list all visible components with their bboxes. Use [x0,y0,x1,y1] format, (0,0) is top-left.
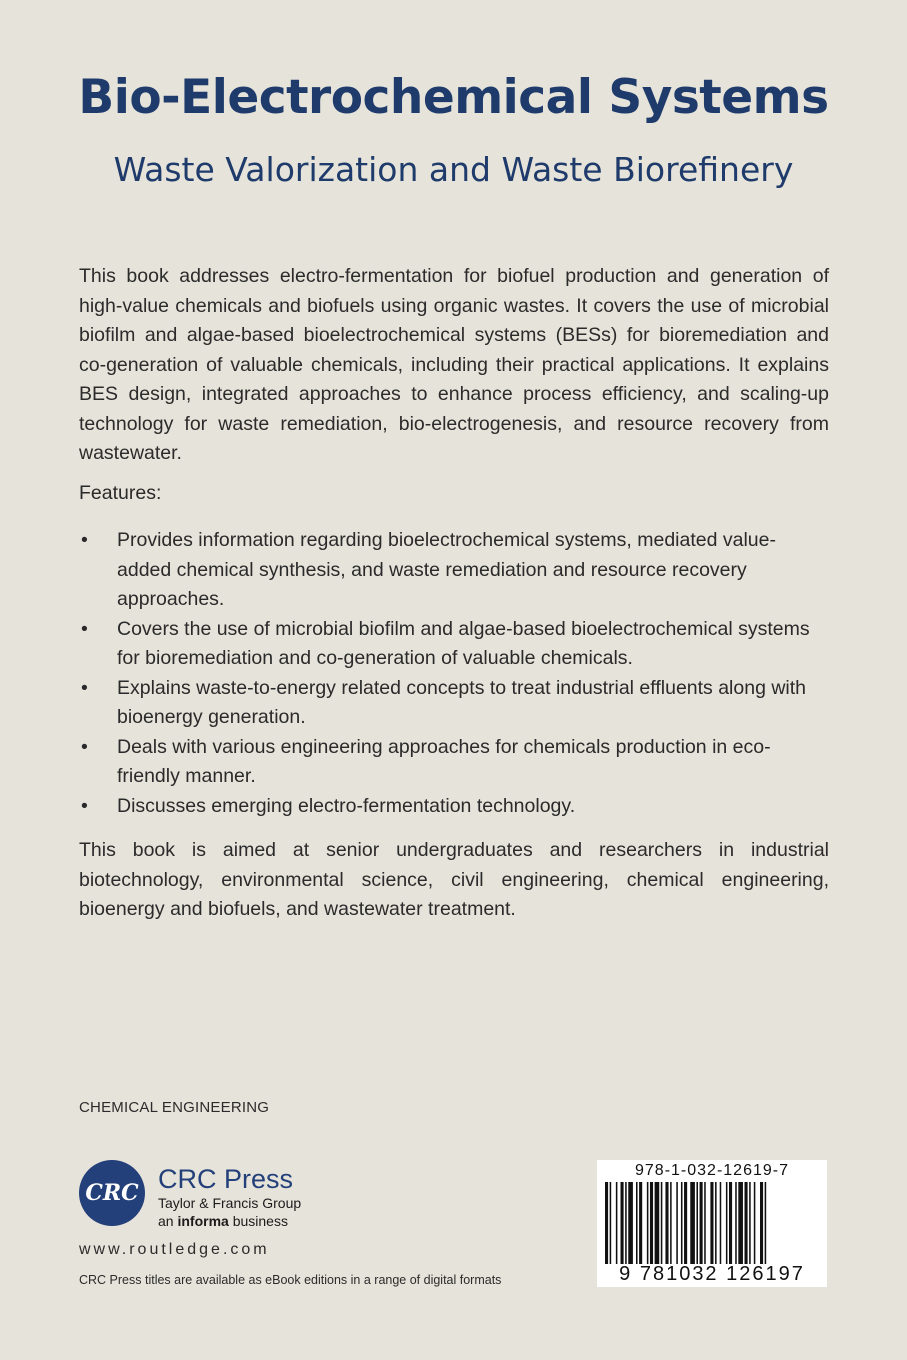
barcode-bar [661,1182,663,1264]
informa-brand: informa [177,1213,229,1229]
barcode-bar [639,1182,642,1264]
barcode-bar [729,1182,732,1264]
barcode-bar [760,1182,763,1264]
bullet-icon: • [81,529,88,551]
barcode-bar [754,1182,756,1264]
barcode-bar [665,1182,668,1264]
barcode-bar [621,1182,624,1264]
barcode-bar [684,1182,687,1264]
intro-paragraph: This book addresses electro-fermentation for biofuel production and generation of high-value chemicals and biofuels using organic wastes. It covers the use of microbial biofilm and algae-based bioelectrochemical systems (BESs) for bioremediation and co-generation of valuable chemicals, including their practical applications. It explains BES design, integrated approaches to enhance process efficiency, and scaling-up technology for waste remediation, bio-electrogenesis, and resource recovery from wastewater. [79,265,829,464]
barcode-bar [616,1182,618,1264]
list-item [79,733,829,792]
bullet-icon: • [81,794,88,817]
barcode-bar [650,1182,653,1264]
publisher-name: CRC Press [158,1164,294,1194]
audience-paragraph: This book is aimed at senior undergraduates and researchers in industrial biotechnology, environmental science, civil engineering, chemical engineering, bioenergy and biofuels, and wastewater treatment. [79,839,829,920]
bullet-icon: • [81,676,88,699]
barcode-bar [700,1182,703,1264]
features-label: Features: [79,482,162,504]
barcode-bar [749,1182,751,1264]
barcode-bar [670,1182,672,1264]
barcode-bar [710,1182,713,1264]
publisher-group: Taylor & Francis Group [158,1195,302,1211]
logo-text: CRC [85,1180,139,1206]
barcode-bar [690,1182,695,1264]
barcode-bar [676,1182,678,1264]
barcode-bar [715,1182,717,1264]
barcode-bar [655,1182,660,1264]
barcode-bar [704,1182,706,1264]
ebook-footnote: CRC Press titles are available as eBook editions in a range of digital formats [79,1273,502,1287]
barcode-bars-icon [605,1182,819,1264]
feature-text: Provides information regarding bioelectrochemical systems, mediated value-added chemical synthesis, and waste remediation and resource recovery approaches. [117,529,776,610]
feature-text: Discusses emerging electro-fermentation technology. [117,794,576,817]
list-item [79,792,829,822]
subject-category: CHEMICAL ENGINEERING [79,1099,270,1116]
barcode-bar [765,1182,767,1264]
informa-suffix: business [228,1213,288,1229]
feature-text: Deals with various engineering approaches for chemicals production in eco-friendly manner. [117,735,771,787]
barcode-bar [636,1182,638,1264]
book-title: Bio-Electrochemical Systems [78,70,829,125]
list-item [79,615,829,674]
barcode-bar [610,1182,612,1264]
isbn-number: 978-1-032-12619-7 [635,1162,789,1179]
barcode-bar [720,1182,722,1264]
list-item [79,674,829,733]
barcode-bar [738,1182,743,1264]
bullet-icon: • [81,617,88,640]
barcode [597,1160,827,1287]
barcode-bar [628,1182,633,1264]
informa-prefix: an [158,1213,178,1229]
publisher-block [158,1164,301,1230]
book-subtitle: Waste Valorization and Waste Biorefinery [113,150,794,189]
feature-text: Explains waste-to-energy related concepts to treat industrial effluents along with bioenergy generation. [117,676,807,728]
barcode-bar [681,1182,683,1264]
barcode-bar [625,1182,627,1264]
barcode-bar [696,1182,698,1264]
barcode-bar [605,1182,608,1264]
barcode-bar [726,1182,728,1264]
barcode-bar [735,1182,737,1264]
website-link[interactable]: www.routledge.com [79,1241,270,1258]
crc-logo-icon [79,1160,145,1226]
publisher-informa [158,1212,301,1230]
feature-text: Covers the use of microbial biofilm and algae-based bioelectrochemical systems for bioremediation and co-generation of valuable chemicals. [117,617,810,669]
list-item [79,526,829,615]
barcode-bar [647,1182,649,1264]
bullet-icon: • [81,735,88,758]
ean-digits: 9 781032 126197 [619,1263,805,1285]
barcode-bar [745,1182,748,1264]
features-list [79,526,829,821]
